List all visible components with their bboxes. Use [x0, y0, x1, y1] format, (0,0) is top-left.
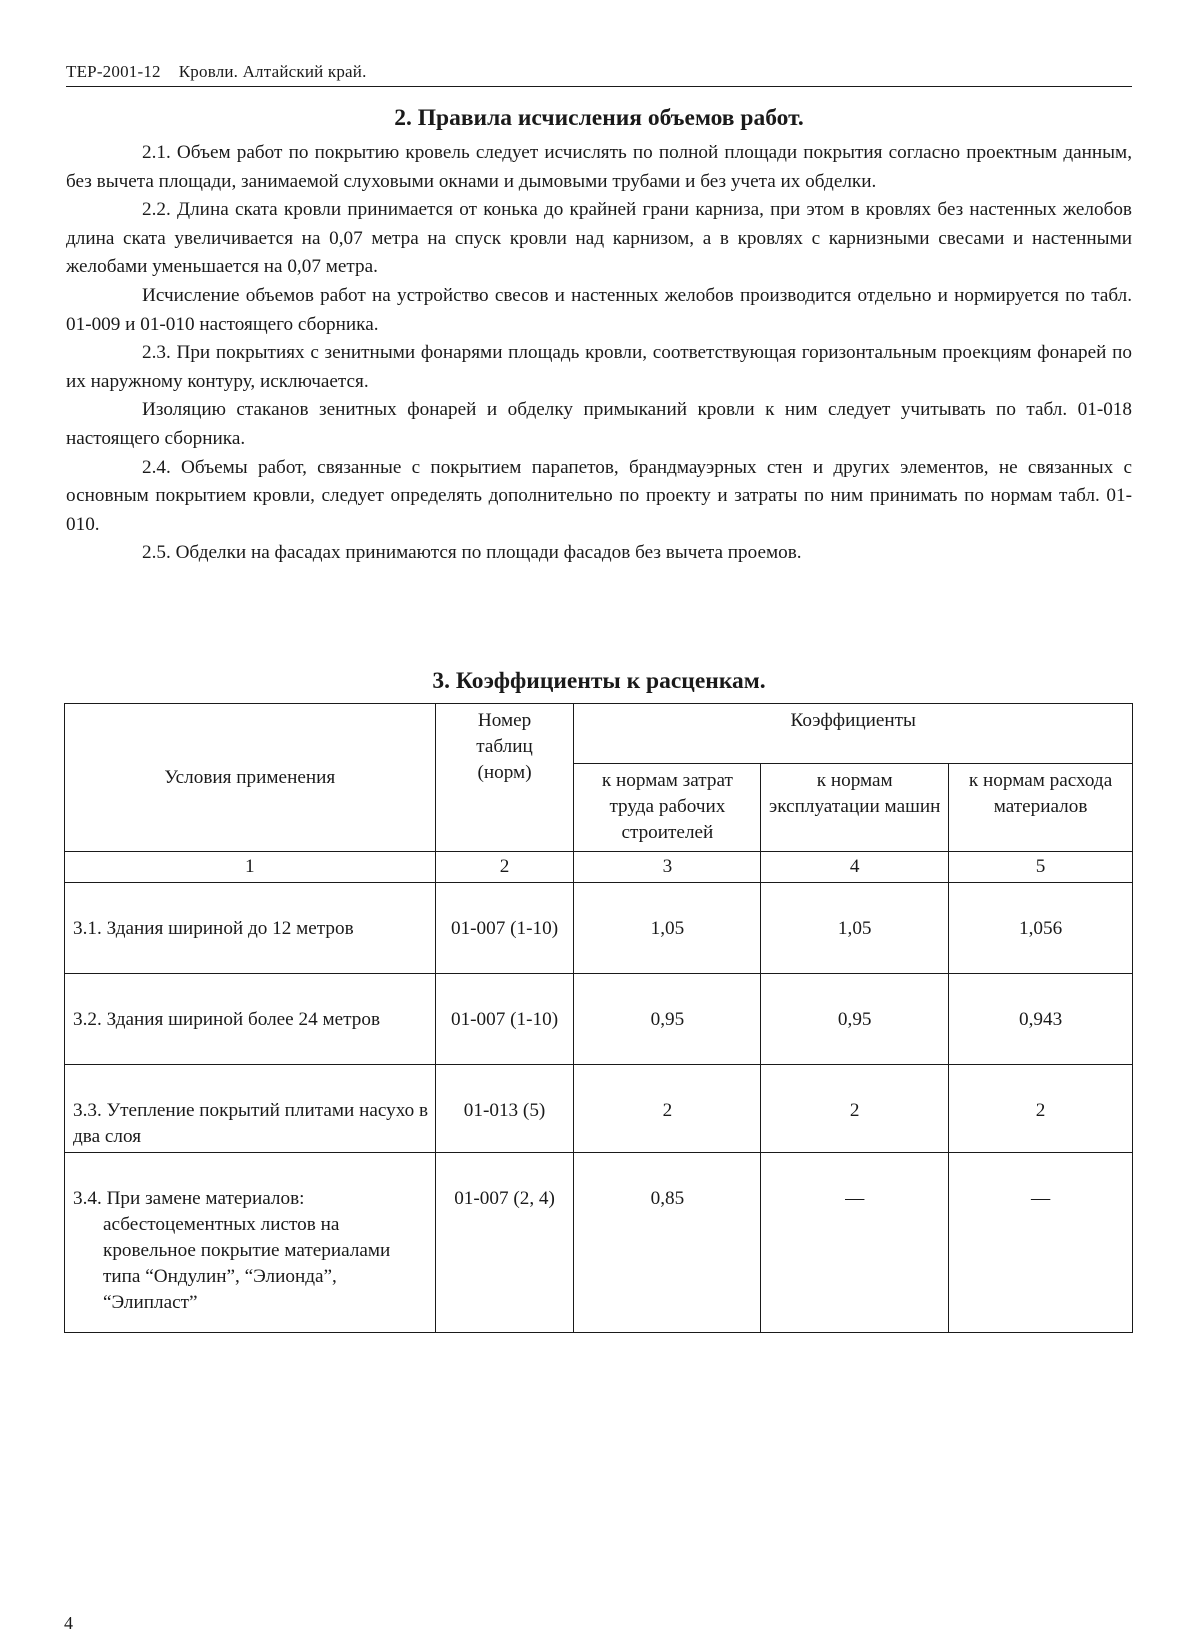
- row-table-number: 01-013 (5): [435, 1065, 574, 1153]
- row-table-number: 01-007 (2, 4): [435, 1153, 574, 1333]
- section-3-title: 3. Коэффициенты к расценкам.: [432, 668, 766, 694]
- column-number: 1: [65, 852, 436, 883]
- header-labor: к нормам затрат труда рабочих строителей: [574, 764, 761, 852]
- row-condition: 3.1. Здания шириной до 12 метров: [65, 883, 436, 974]
- row-condition: 3.4. При замене материалов: асбестоцементных листов на кровельное покрытие материалами типа “Ондулин”, “Элионда”, “Элипласт”: [65, 1153, 436, 1333]
- table-row: [65, 974, 1133, 1065]
- header-conditions: Условия применения: [65, 704, 436, 852]
- column-number: 2: [435, 852, 574, 883]
- row-labor-coef: 1,05: [574, 883, 761, 974]
- column-number: 3: [574, 852, 761, 883]
- row-condition: 3.3. Утепление покрытий плитами насухо в два слоя: [65, 1065, 436, 1153]
- row-materials-coef: 0,943: [949, 974, 1133, 1065]
- row-labor-coef: 0,85: [574, 1153, 761, 1333]
- row-machines-coef: 2: [761, 1065, 949, 1153]
- paragraph-2-4: 2.4. Объемы работ, связанные с покрытием парапетов, брандмауэрных стен и других элементов, не связанных с основным покрытием кровли, следует определять дополнительно по проекту и затраты по ним принимать по нормам табл. 01-010.: [66, 456, 1132, 535]
- document-title: Кровли. Алтайский край.: [178, 62, 367, 81]
- row-materials-coef: —: [949, 1153, 1133, 1333]
- column-number: 4: [761, 852, 949, 883]
- paragraph-2-1: 2.1. Объем работ по покрытию кровель следует исчислять по полной площади покрытия согласно проектным данным, без вычета площади, занимаемой слуховыми окнами и дымовыми трубами и без учета их обделки.: [66, 142, 1132, 192]
- page-number: 4: [64, 1613, 73, 1633]
- row-table-number: 01-007 (1-10): [435, 974, 574, 1065]
- column-numbers-row: [65, 852, 1133, 883]
- coefficients-table: [64, 703, 1133, 1333]
- table-row: [65, 1065, 1133, 1153]
- document-code: ТЕР-2001-12: [66, 62, 161, 81]
- row-condition: 3.2. Здания шириной более 24 метров: [65, 974, 436, 1065]
- header-table-number: Номер таблиц (норм): [435, 704, 574, 852]
- table-row: [65, 1153, 1133, 1333]
- paragraph-2-3: 2.3. При покрытиях с зенитными фонарями площадь кровли, соответствующая горизонтальным проекциям фонарей по их наружному контуру, исключается.: [66, 342, 1132, 392]
- section-2-title: 2. Правила исчисления объемов работ.: [394, 105, 804, 131]
- header-coefficients: Коэффициенты: [574, 704, 1133, 764]
- row-labor-coef: 0,95: [574, 974, 761, 1065]
- row-machines-coef: —: [761, 1153, 949, 1333]
- header-machines: к нормам эксплуатации машин: [761, 764, 949, 852]
- row-labor-coef: 2: [574, 1065, 761, 1153]
- row-machines-coef: 0,95: [761, 974, 949, 1065]
- paragraph-2-3-note: Изоляцию стаканов зенитных фонарей и обделку примыканий кровли к ним следует учитывать по табл. 01-018 настоящего сборника.: [66, 399, 1132, 449]
- row-materials-coef: 2: [949, 1065, 1133, 1153]
- running-header: [66, 62, 1132, 87]
- row-materials-coef: 1,056: [949, 883, 1133, 974]
- table-header-row: [65, 704, 1133, 764]
- section-2-body: [66, 139, 1132, 568]
- table-row: [65, 883, 1133, 974]
- header-materials: к нормам расхода материалов: [949, 764, 1133, 852]
- paragraph-2-2: 2.2. Длина ската кровли принимается от конька до крайней грани карниза, при этом в кровлях без настенных желобов длина ската увеличивается на 0,07 метра на спуск кровли над карнизом, а в кровлях с карнизными свесами и настенными желобами уменьшается на 0,07 метра.: [66, 199, 1132, 278]
- paragraph-2-5: 2.5. Обделки на фасадах принимаются по площади фасадов без вычета проемов.: [142, 542, 802, 564]
- column-number: 5: [949, 852, 1133, 883]
- paragraph-2-2-note: Исчисление объемов работ на устройство свесов и настенных желобов производится отдельно и нормируется по табл. 01-009 и 01-010 настоящего сборника.: [66, 284, 1132, 335]
- row-table-number: 01-007 (1-10): [435, 883, 574, 974]
- row-machines-coef: 1,05: [761, 883, 949, 974]
